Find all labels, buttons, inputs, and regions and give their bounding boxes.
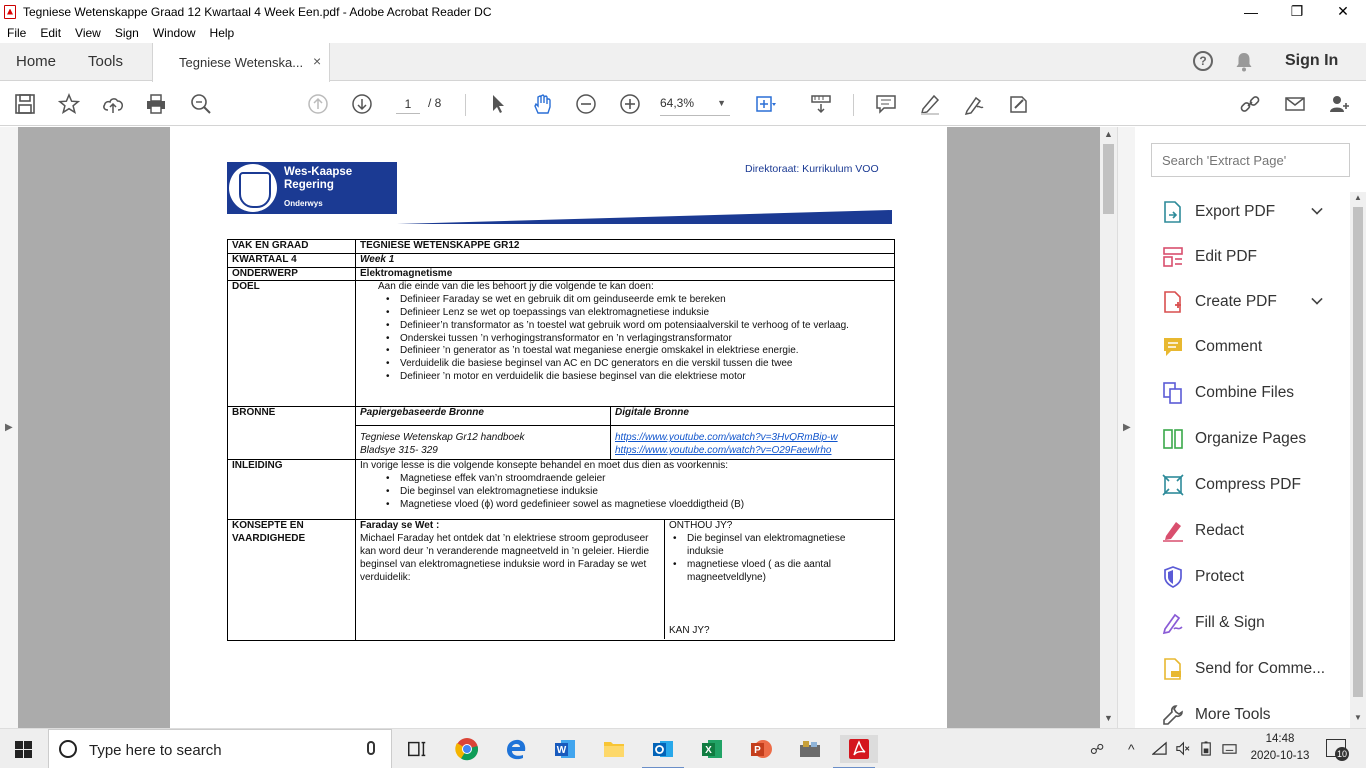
bell-icon[interactable] — [1235, 52, 1253, 72]
comment-tool-icon — [1160, 334, 1186, 360]
combine-files-icon — [1160, 380, 1186, 406]
zoom-level-value: 64,3% — [660, 96, 695, 110]
inleiding-list — [392, 473, 890, 511]
zoom-search-icon[interactable] — [189, 92, 213, 116]
menu-help[interactable]: Help — [209, 26, 235, 40]
list-item: • Die beginsel van elektromagnetiese induksie — [679, 533, 880, 559]
list-item: • Definieer Faraday se wet en gebruik dit om geinduseerde emk te bereken — [392, 294, 890, 307]
tools-pane — [1136, 127, 1366, 728]
tool-create-pdf[interactable] — [1160, 287, 1360, 317]
window-title: Tegniese Wetenskappe Graad 12 Kwartaal 4 Week Een.pdf - Adobe Acrobat Reader DC — [23, 4, 492, 19]
mail-icon[interactable] — [1283, 92, 1307, 116]
cortana-icon — [59, 740, 77, 758]
toolbar-divider — [465, 94, 466, 116]
lesson-table — [227, 239, 895, 641]
tools-scrollbar[interactable] — [1350, 192, 1366, 728]
clock-time[interactable]: 14:48 — [1265, 733, 1295, 745]
youtube-link-2[interactable]: https://www.youtube.com/watch?v=O29Faewlrho — [615, 445, 832, 457]
chrome-icon[interactable] — [453, 735, 481, 763]
table-row — [228, 460, 895, 520]
svg-text:P: P — [754, 745, 761, 756]
battery-icon[interactable] — [1199, 741, 1214, 759]
tool-label: Send for Comme... — [1195, 660, 1326, 677]
menu-file[interactable]: File — [7, 26, 27, 40]
konsepte-label-2: VAARDIGHEDE — [232, 533, 306, 545]
tool-send-for-comments[interactable] — [1160, 654, 1360, 684]
share-link-icon[interactable] — [1238, 92, 1262, 116]
tool-label: Redact — [1195, 522, 1245, 539]
konsepte-label-1: KONSEPTE EN — [232, 520, 304, 532]
paper-sources-head: Papiergebaseerde Bronne — [356, 407, 611, 426]
list-item: • Definieer’n transformator as ’n toestel wat gebruik word om potensiaalverskil te verhoog of te verlaag. — [392, 320, 890, 333]
maximize-button[interactable]: ❐ — [1290, 3, 1304, 19]
export-pdf-icon — [1160, 199, 1186, 225]
row-label: VAK EN GRAAD — [228, 240, 356, 254]
menu-bar — [0, 23, 1366, 43]
fill-sign-icon[interactable] — [1006, 92, 1030, 116]
table-row — [228, 520, 895, 641]
tab-document-label: Tegniese Wetenska... — [179, 55, 304, 70]
tab-document[interactable] — [152, 43, 330, 82]
scroll-mode-icon[interactable] — [809, 92, 833, 116]
scroll-up-icon[interactable]: ▲ — [1104, 129, 1113, 139]
list-item: • Definieer ’n motor en verduidelik die basiese beginsel van die elektriese motor — [392, 371, 890, 384]
windows-taskbar — [0, 728, 1366, 768]
wrench-icon — [1160, 702, 1186, 728]
edit-pdf-icon — [1160, 244, 1186, 270]
list-item: • Onderskei tussen ’n verhogingstransformator en ’n verlagingstransformator — [392, 333, 890, 346]
left-panel-toggle[interactable] — [0, 127, 18, 728]
row-label: BRONNE — [228, 407, 356, 460]
document-scrollbar[interactable] — [1100, 127, 1117, 728]
tool-label: Protect — [1195, 568, 1245, 585]
list-item: • Verduidelik die basiese beginsel van AC en DC generators en die verskil tussen die twee — [392, 358, 890, 371]
select-cursor-icon[interactable] — [486, 92, 510, 116]
faraday-heading: Faraday se Wet : — [360, 520, 440, 532]
kan-jy-heading: KAN JY? — [669, 624, 710, 636]
shield-icon — [1160, 564, 1186, 590]
tool-label: Comment — [1195, 338, 1263, 355]
tool-edit-pdf[interactable] — [1160, 242, 1360, 272]
create-pdf-icon — [1160, 289, 1186, 315]
fill-sign-tool-icon — [1160, 610, 1186, 636]
zoom-level-select[interactable] — [660, 96, 730, 116]
notifications-icon[interactable] — [1326, 739, 1346, 757]
toolbar — [0, 82, 1366, 126]
zoom-out-icon[interactable] — [574, 92, 598, 116]
chevron-down-icon[interactable] — [1311, 293, 1322, 304]
tab-bar — [0, 43, 1366, 81]
onthou-list — [679, 533, 880, 584]
tab-tools[interactable]: Tools — [88, 53, 124, 70]
menu-window[interactable]: Window — [152, 26, 196, 40]
taskbar-search-text: Type here to search — [89, 742, 222, 759]
zoom-in-icon[interactable] — [618, 92, 642, 116]
logo-text-1: Wes-Kaapse — [284, 166, 353, 178]
row-label — [228, 520, 356, 641]
outlook-icon[interactable] — [649, 735, 677, 763]
menu-edit[interactable]: Edit — [40, 26, 62, 40]
caret-down-icon: ▼ — [717, 98, 726, 108]
comment-icon[interactable] — [874, 92, 898, 116]
inleiding-intro: In vorige lesse is die volgende konsepte behandel en moet dus dien as voorkennis: — [360, 460, 729, 472]
list-item: • Magnetiese vloed (ϕ) word gedefinieer sowel as magnetiese vloeddigtheid (B) — [392, 499, 890, 512]
fit-page-icon[interactable] — [753, 92, 777, 116]
tool-protect[interactable] — [1160, 562, 1360, 592]
sign-in-link[interactable]: Sign In — [1285, 52, 1339, 69]
logo-text-3: Onderwys — [284, 199, 323, 208]
tool-export-pdf[interactable] — [1160, 197, 1360, 227]
tool-label: Fill & Sign — [1195, 614, 1265, 631]
faraday-section — [356, 520, 665, 639]
tool-label: Export PDF — [1195, 203, 1276, 220]
page-number-input[interactable] — [396, 94, 420, 114]
save-icon[interactable] — [13, 92, 37, 116]
doel-cell — [356, 281, 895, 407]
svg-text:X: X — [705, 745, 712, 756]
add-user-icon[interactable] — [1327, 92, 1351, 116]
keyboard-icon[interactable] — [1222, 741, 1237, 759]
chevron-up-icon[interactable]: ^ — [1128, 741, 1135, 757]
notification-count: 10 — [1336, 749, 1347, 759]
doel-intro: Aan die einde van die les behoort jy die volgende te kan doen: — [378, 281, 654, 293]
print-icon[interactable] — [144, 92, 168, 116]
tool-label: Combine Files — [1195, 384, 1295, 401]
tool-comment[interactable] — [1160, 332, 1360, 362]
windows-start-icon[interactable] — [15, 741, 32, 758]
digital-sources-cell — [611, 426, 895, 460]
row-label: DOEL — [228, 281, 356, 407]
konsepte-cell — [356, 520, 895, 641]
row-value: Elektromagnetisme — [356, 267, 895, 281]
chevron-down-icon[interactable] — [1311, 203, 1322, 214]
organize-pages-icon — [1160, 426, 1186, 452]
title-bar — [0, 0, 1366, 23]
acrobat-taskbar-icon[interactable] — [840, 735, 878, 763]
logo-text-2: Regering — [284, 179, 334, 191]
onthou-heading: ONTHOU JY? — [669, 520, 733, 532]
row-label: ONDERWERP — [228, 267, 356, 281]
prev-page-icon[interactable] — [306, 92, 330, 116]
scrollbar-thumb[interactable] — [1103, 144, 1114, 214]
table-row — [228, 253, 895, 267]
table-row — [228, 407, 895, 426]
inleiding-cell — [356, 460, 895, 520]
scroll-down-icon[interactable]: ▼ — [1104, 713, 1113, 723]
coat-of-arms-icon — [229, 164, 277, 212]
people-icon[interactable]: ☍ — [1090, 741, 1105, 757]
header-swoosh — [397, 210, 892, 224]
menu-view[interactable]: View — [75, 26, 101, 40]
help-icon[interactable]: ? — [1193, 51, 1213, 71]
document-viewer[interactable] — [0, 127, 1135, 728]
list-item: • Magnetiese effek van’n stroomdraende geleier — [392, 473, 890, 486]
scrollbar-thumb[interactable] — [1353, 207, 1363, 697]
right-panel-toggle[interactable] — [1117, 127, 1135, 728]
table-row — [228, 240, 895, 254]
wes-kaapse-logo — [227, 162, 397, 214]
powerpoint-icon[interactable] — [747, 735, 775, 763]
send-comments-icon — [1160, 656, 1186, 682]
edge-icon[interactable] — [502, 735, 530, 763]
upload-icon[interactable] — [101, 92, 125, 116]
tool-combine-files[interactable] — [1160, 378, 1360, 408]
table-row — [228, 281, 895, 407]
tools-search-input[interactable] — [1151, 143, 1350, 177]
doel-list — [392, 294, 890, 384]
row-value: TEGNIESE WETENSKAPPE GR12 — [356, 240, 895, 254]
row-label: INLEIDING — [228, 460, 356, 520]
hand-tool-icon[interactable] — [530, 92, 554, 116]
taskbar-search[interactable] — [48, 729, 392, 768]
tool-more-tools[interactable] — [1160, 700, 1360, 730]
word-icon[interactable] — [551, 735, 579, 763]
paper-sources-cell — [356, 426, 611, 460]
tool-label: Create PDF — [1195, 293, 1277, 310]
list-item: • magnetiese vloed ( as die aantal magneetveldlyne) — [679, 559, 880, 585]
list-item: • Definieer Lenz se wet op toepassings van elektromagnetiese induksie — [392, 307, 890, 320]
speaker-muted-icon[interactable] — [1175, 741, 1190, 759]
file-explorer-icon[interactable] — [600, 735, 628, 763]
tool-label: Compress PDF — [1195, 476, 1301, 493]
clock-date[interactable]: 2020-10-13 — [1250, 750, 1310, 762]
directorate-text: Direktoraat: Kurrikulum VOO — [745, 163, 879, 175]
collapse-right-icon: ▶ — [1123, 422, 1131, 433]
acrobat-icon — [4, 5, 16, 19]
expand-left-icon: ▶ — [5, 422, 13, 433]
microphone-icon[interactable] — [367, 741, 375, 755]
table-row — [228, 267, 895, 281]
minimize-button[interactable]: — — [1244, 3, 1258, 20]
scroll-down-icon[interactable]: ▼ — [1354, 713, 1362, 722]
next-page-icon[interactable] — [350, 92, 374, 116]
paper-source-1: Tegniese Wetenskap Gr12 handboek — [360, 432, 525, 444]
bookmark-star-icon[interactable] — [57, 92, 81, 116]
onthou-section — [665, 520, 894, 639]
tool-compress-pdf[interactable] — [1160, 470, 1360, 500]
paper-source-2: Bladsye 315- 329 — [360, 445, 438, 457]
close-button[interactable]: ✕ — [1337, 3, 1349, 19]
tool-redact[interactable] — [1160, 516, 1360, 546]
row-value: Week 1 — [356, 253, 895, 267]
pdf-page — [170, 127, 947, 728]
compress-pdf-icon — [1160, 472, 1186, 498]
page-total: / 8 — [428, 96, 442, 110]
list-item: • Die beginsel van elektromagnetiese induksie — [392, 486, 890, 499]
tool-label: Organize Pages — [1195, 430, 1307, 447]
tab-close-icon[interactable]: × — [313, 53, 322, 69]
tab-home[interactable]: Home — [16, 53, 57, 70]
list-item: • Definieer ’n generator as ’n toestal wat meganiese energie omskakel in elektriese energie. — [392, 345, 890, 358]
tool-label: More Tools — [1195, 706, 1271, 723]
wifi-icon[interactable] — [1152, 741, 1167, 759]
excel-icon[interactable] — [698, 735, 726, 763]
svg-text:W: W — [556, 745, 567, 756]
youtube-link-1[interactable]: https://www.youtube.com/watch?v=3HvQRmBip-w — [615, 432, 838, 444]
sign-pen-icon[interactable] — [962, 92, 986, 116]
tool-organize-pages[interactable] — [1160, 424, 1360, 454]
menu-sign[interactable]: Sign — [114, 26, 139, 40]
scroll-up-icon[interactable]: ▲ — [1354, 193, 1362, 202]
task-view-icon[interactable] — [403, 735, 431, 763]
toolbar-divider — [853, 94, 854, 116]
game-app-icon[interactable] — [796, 735, 824, 763]
row-label: KWARTAAL 4 — [228, 253, 356, 267]
digital-sources-head: Digitale Bronne — [611, 407, 895, 426]
tool-label: Edit PDF — [1195, 248, 1258, 265]
highlight-pen-icon[interactable] — [918, 92, 942, 116]
faraday-text: Michael Faraday het ontdek dat ’n elektriese stroom geproduseer kan word deur ’n veranderende magneetveld in ’n geleier. Hierdie beginsel van elektromagnetiese induksie word in Faraday se wet verduidelik: — [360, 533, 650, 583]
redact-icon — [1160, 518, 1186, 544]
tool-fill-sign[interactable] — [1160, 608, 1360, 638]
